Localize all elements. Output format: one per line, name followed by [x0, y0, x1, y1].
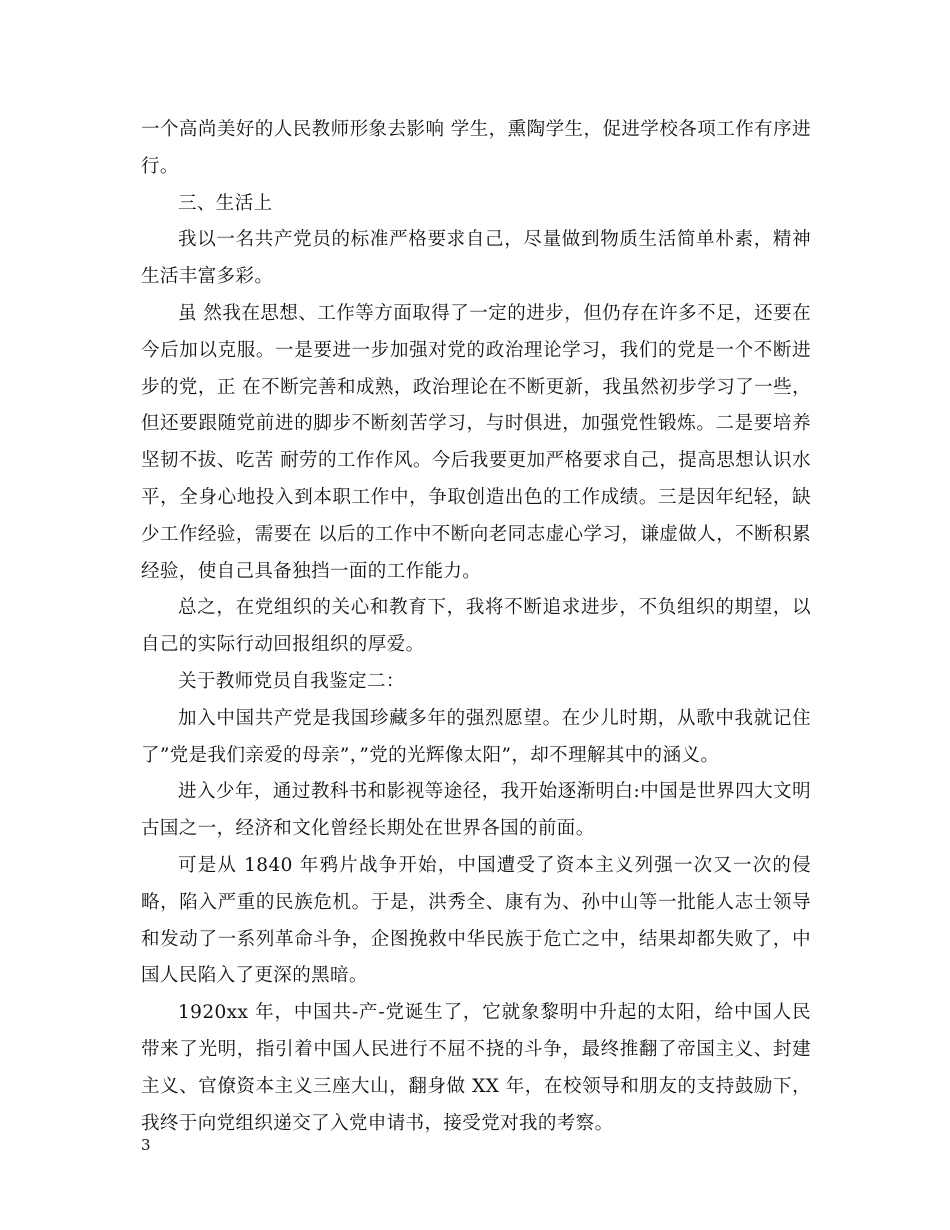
section-heading-evaluation-two: 关于教师党员自我鉴定二： [178, 670, 405, 692]
section-heading-life: 三、生活上 [178, 192, 273, 214]
paragraph-childhood: 加入中国共产党是我国珍藏多年的强烈愿望。在少儿时期，从歌中我就记住了”党是我们亲爱的母亲”，”党的光辉像太阳”，却不理解其中的涵义。 [141, 707, 811, 766]
paragraph-history: 可是从 1840 年鸦片战争开始，中国遭受了资本主义列强一次又一次的侵略，陷入严重的民族危机。于是，洪秀全、康有为、孙中山等一批能人志士领导和发动了一系列革命斗争，企图挽救中华民族于危亡之中，结果却都失败了，中国人民陷入了更深的黑暗。 [141, 854, 811, 987]
paragraph-youth: 进入少年，通过教科书和影视等途径，我开始逐渐明白:中国是世界四大文明古国之一，经济和文化曾经长期处在世界各国的前面。 [141, 781, 811, 840]
page-number: 3 [141, 1136, 151, 1154]
paragraph-conclusion: 总之，在党组织的关心和教育下，我将不断追求进步，不负组织的期望，以自己的实际行动回报组织的厚爱。 [141, 597, 811, 656]
document-body [141, 112, 811, 1142]
paragraph-continuation: 一个高尚美好的人民教师形象去影响 学生，熏陶学生，促进学校各项工作有序进行。 [141, 119, 811, 177]
paragraph-life: 我以一名共产党员的标准严格要求自己，尽量做到物质生活简单朴素，精神生活丰富多彩。 [141, 229, 811, 288]
paragraph-shortcomings: 虽 然我在思想、工作等方面取得了一定的进步，但仍存在许多不足，还要在今后加以克服。一是要进一步加强对党的政治理论学习，我们的党是一个不断进步的党，正 在不断完善和成熟，政治理论在不断更新，我虽然初步学习了一些，但还要跟随党前进的脚步不断刻苦学习，与时俱进，加强党性锻炼。二是要培养坚韧不拔、吃苦 耐劳的工作作风。今后我要更加严格要求自己，提高思想认识水平，全身心地投入到本职工作中，争取创造出色的工作成绩。三是因年纪轻，缺少工作经验，需要在 以后的工作中不断向老同志虚心学习，谦虚做人，不断积累经验，使自己具备独挡一面的工作能力。 [141, 302, 811, 582]
paragraph-party-founding: 1920xx 年，中国共-产-党诞生了，它就象黎明中升起的太阳，给中国人民带来了光明，指引着中国人民进行不屈不挠的斗争，最终推翻了帝国主义、封建主义、官僚资本主义三座大山，翻身做 XX 年，在校领导和朋友的支持鼓励下，我终于向党组织递交了入党申请书，接受党对我的考察。 [141, 1002, 811, 1134]
